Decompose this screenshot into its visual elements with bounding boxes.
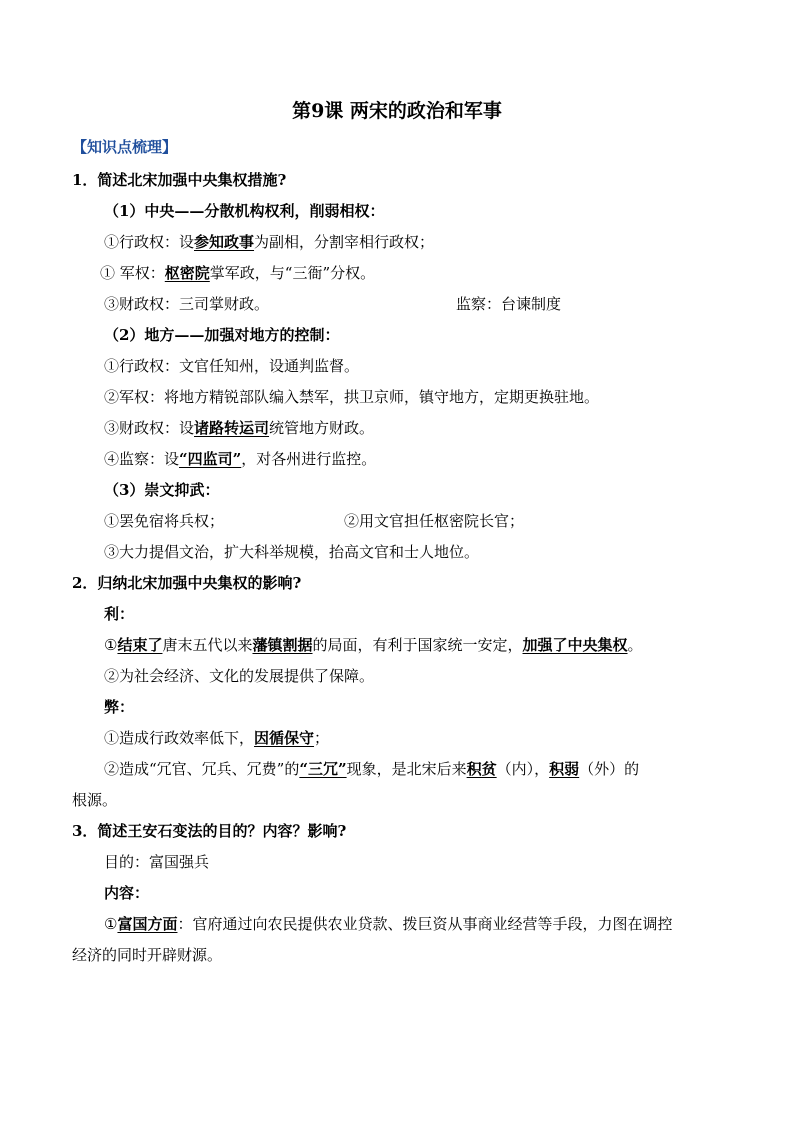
q2-disadvantage-item-2 [104, 758, 639, 779]
keyword: 富国方面 [117, 915, 178, 933]
q3-heading: 3．简述王安石变法的目的？内容？影响? [72, 822, 347, 840]
q2-advantage-item-1 [104, 634, 643, 655]
keyword: 加强了中央集权 [522, 636, 628, 654]
q1-supervision: 监察：台谏制度 [456, 295, 562, 313]
q2-heading: 2．归纳北宋加强中央集权的影响? [72, 574, 302, 592]
q1-culture-heading: （3）崇文抑武： [104, 481, 220, 499]
keyword: 藩镇割据 [252, 636, 313, 654]
text: ① [104, 915, 118, 933]
keyword: 结束了 [117, 636, 163, 654]
text: 统管地方财政。 [269, 419, 375, 437]
q1-local-item-1: ①行政权：文官任知州，设通判监督。 [104, 357, 360, 375]
text: 现象，是北宋后来 [346, 760, 467, 778]
q1-local-item-3 [104, 417, 374, 438]
q3-content-label: 内容： [104, 884, 150, 902]
keyword: “四监司” [179, 450, 242, 468]
text: ，对各州进行监控。 [241, 450, 377, 468]
text: 。 [627, 636, 643, 654]
keyword: 枢密院 [164, 264, 210, 282]
text: ① [104, 636, 118, 654]
text: 为副相，分割宰相行政权； [254, 233, 435, 251]
q3-purpose: 目的：富国强兵 [104, 853, 210, 871]
q1-local-item-4 [104, 448, 376, 469]
lesson-title: 第9课 两宋的政治和军事 [292, 100, 502, 122]
q2-advantage-label: 利： [104, 605, 135, 623]
q1-culture-item-2: ②用文官担任枢密院长官； [344, 512, 525, 530]
text: ①造成行政效率低下， [104, 729, 255, 747]
q3-content-item-1 [104, 913, 672, 934]
text: ：官府通过向农民提供农业贷款、拨巨资从事商业经营等手段，力图在调控 [177, 915, 673, 933]
text: 掌军政，与“三衙”分权。 [209, 264, 376, 282]
text: ①行政权：设 [104, 233, 195, 251]
text: ③财政权：设 [104, 419, 195, 437]
text: 唐末五代以来 [162, 636, 253, 654]
q1-central-heading: （1）中央——分散机构权利，削弱相权： [104, 202, 385, 220]
q1-local-heading: （2）地方——加强对地方的控制： [104, 326, 340, 344]
keyword: 因循保守 [254, 729, 315, 747]
text: ④监察：设 [104, 450, 180, 468]
q2-disadvantage-item-1 [104, 727, 329, 748]
section-heading: 【知识点梳理】 [72, 138, 178, 156]
keyword: 积贫 [466, 760, 497, 778]
q1-culture-item-1: ①罢免宿将兵权； [104, 512, 225, 530]
q2-advantage-item-2: ②为社会经济、文化的发展提供了保障。 [104, 667, 375, 685]
q1-culture-item-3: ③大力提倡文治，扩大科举规模，抬高文官和士人地位。 [104, 543, 480, 561]
keyword: 积弱 [549, 760, 580, 778]
keyword: 参知政事 [194, 233, 255, 251]
q3-content-item-1-cont: 经济的同时开辟财源。 [72, 946, 223, 964]
text: （内）， [496, 760, 550, 778]
text: ②造成“冗官、冗兵、冗费”的 [104, 760, 300, 778]
keyword: 诸路转运司 [194, 419, 270, 437]
q1-central-item-3: ③财政权：三司掌财政。 [104, 295, 270, 313]
q2-disadvantage-item-2-cont: 根源。 [72, 791, 118, 809]
text: ① 军权： [100, 264, 165, 282]
text: 的局面，有利于国家统一安定， [312, 636, 523, 654]
text: （外）的 [579, 760, 640, 778]
q1-local-item-2: ②军权：将地方精锐部队编入禁军，拱卫京师，镇守地方，定期更换驻地。 [104, 388, 600, 406]
q1-heading: 1．简述北宋加强中央集权措施? [72, 171, 287, 189]
keyword: “三冗” [299, 760, 347, 778]
text: ； [314, 729, 330, 747]
q2-disadvantage-label: 弊： [104, 698, 135, 716]
q1-central-item-1 [104, 231, 434, 252]
q1-central-item-2 [100, 262, 375, 283]
